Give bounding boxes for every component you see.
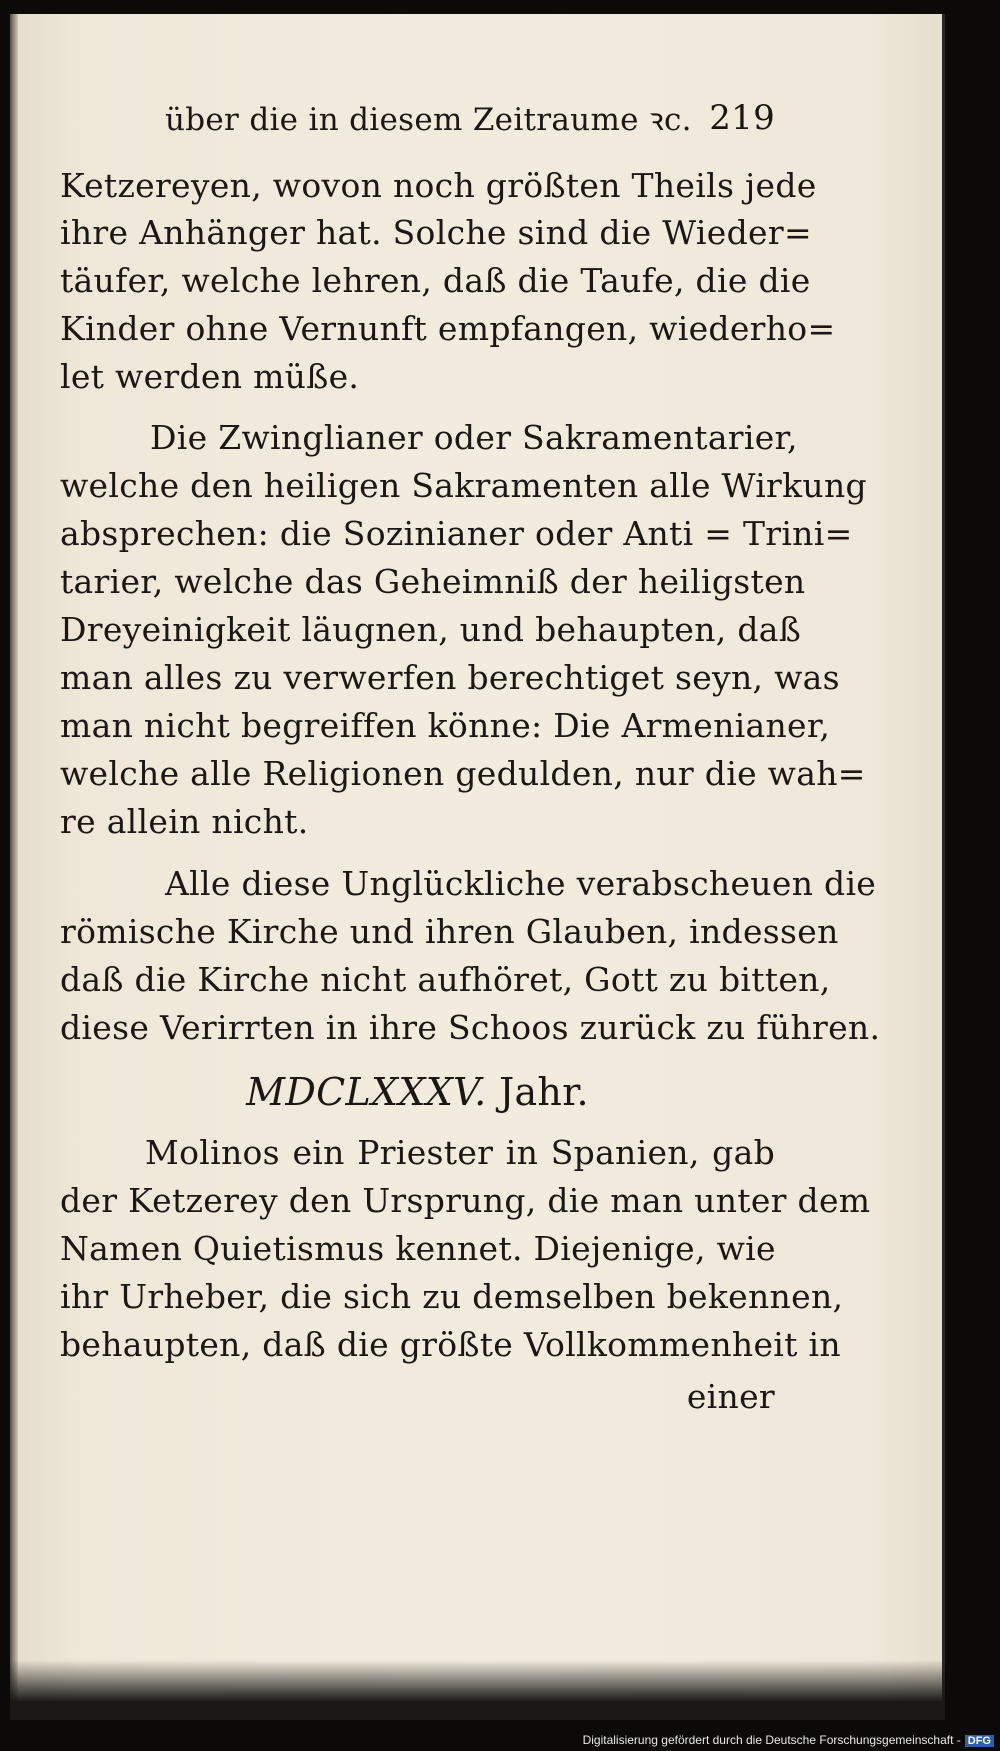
running-header (60, 98, 775, 140)
text-line: der Ketzerey den Ursprung, die man unter dem (60, 1181, 871, 1220)
catchword: einer (686, 1377, 775, 1416)
text-line: diese Verirrten in ihre Schoos zurück zu führen. (60, 1008, 881, 1047)
text-line: absprechen: die Sozinianer oder Anti = Trini= (60, 514, 853, 553)
text-line: welche alle Religionen gedulden, nur die wah= (60, 754, 866, 793)
text-line: welche den heiligen Sakramenten alle Wirkung (60, 466, 867, 505)
text-line: let werden müße. (60, 357, 360, 396)
text-line: Molinos ein Priester in Spanien, gab (145, 1133, 775, 1172)
year-heading (60, 1070, 775, 1114)
text-line: Alle diese Unglückliche verabscheuen die (165, 864, 877, 903)
text-line: Ketzereyen, wovon noch größten Theils jede (60, 166, 817, 205)
text-line: ihre Anhänger hat. Solche sind die Wieder= (60, 213, 812, 252)
text-line: man alles zu verwerfen berechtiget seyn, was (60, 658, 840, 697)
text-line: re allein nicht. (60, 802, 309, 841)
dfg-logo: DFG (965, 1735, 994, 1747)
text-line: Dreyeinigkeit läugnen, und behaupten, daß (60, 610, 802, 649)
text-line: Die Zwinglianer oder Sakramentarier, (150, 418, 798, 457)
text-line: römische Kirche und ihren Glauben, indessen (60, 912, 839, 951)
year-word: Jahr. (498, 1070, 589, 1114)
credit-text: Digitalisierung gefördert durch die Deutsche Forschungsgemeinschaft - (582, 1733, 961, 1747)
text-line: Kinder ohne Vernunft empfangen, wiederho= (60, 309, 836, 348)
text-line: man nicht begreiffen könne: Die Armenianer, (60, 706, 831, 745)
text-line: ihr Urheber, die sich zu demselben bekennen, (60, 1277, 844, 1316)
page-gutter-shadow (10, 14, 18, 1714)
digitization-credit (583, 1733, 994, 1747)
page-bottom-shadow (10, 1660, 945, 1720)
text-line: behaupten, daß die größte Vollkommenheit in (60, 1325, 841, 1364)
year-roman: MDCLXXXV. (246, 1070, 487, 1114)
text-line: daß die Kirche nicht aufhöret, Gott zu bitten, (60, 960, 831, 999)
running-title: über die in diesem Zeitraume ꝛc. (165, 102, 692, 138)
text-line: täufer, welche lehren, daß die Taufe, die die (60, 261, 811, 300)
page-number: 219 (709, 98, 775, 138)
text-line: tarier, welche das Geheimniß der heiligsten (60, 562, 806, 601)
text-line: Namen Quietismus kennet. Diejenige, wie (60, 1229, 776, 1268)
